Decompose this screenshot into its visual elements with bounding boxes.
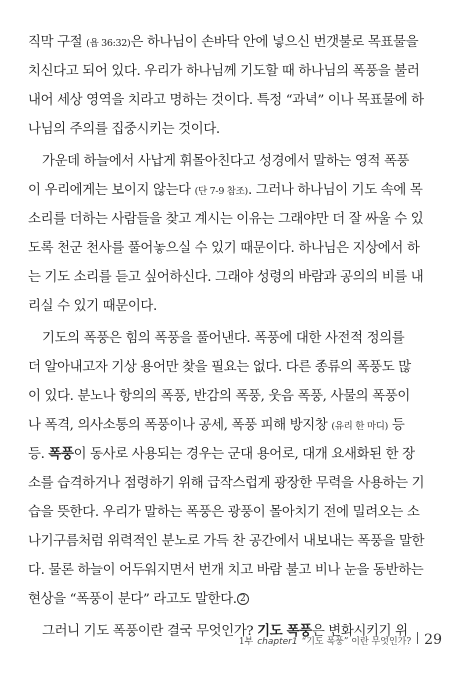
- text-run: 소리를 더하는 사람들을 찾고 계시는 이유는 그래야만 더 잘 싸울 수 있: [28, 212, 424, 227]
- text-run: 그러니 기도 폭풍이란 결국 무엇인가?: [42, 624, 258, 639]
- text-run: 가운데 하늘에서 사납게 휘몰아친다고 성경에서 말하는 영적 폭풍: [42, 154, 410, 169]
- paragraph-2: [28, 147, 442, 321]
- text-line: [28, 57, 442, 86]
- text-run: 리실 수 있기 때문이다.: [28, 299, 157, 314]
- text-run: 나님의 주의를 집중시키는 것이다.: [28, 122, 220, 137]
- text-run: 직막 구절: [28, 35, 87, 50]
- footnote-ref: 2: [237, 593, 249, 605]
- footer-divider: [417, 632, 418, 644]
- text-line: [28, 527, 442, 556]
- text-line: [28, 440, 442, 469]
- text-run: 도록 천군 천사를 풀어놓으실 수 있기 때문이다. 하나님은 지상에서 하: [28, 241, 420, 256]
- text-line: [28, 469, 442, 498]
- text-run: 은 변화시키기 위: [311, 624, 408, 639]
- text-run: 습을 뜻한다. 우리가 말하는 폭풍은 광풍이 몰아치기 전에 밀려오는 소: [28, 505, 420, 520]
- text-run: 내어 세상 영역을 치라고 명하는 것이다. 특정 “과녁” 이나 목표물에 하: [28, 93, 424, 108]
- text-line: [28, 585, 442, 614]
- text-run: 다. 물론 하늘이 어두워지면서 번개 치고 바람 불고 비나 눈을 동반하는: [28, 563, 424, 578]
- text-run: 이 동사로 사용되는 경우는 군대 용어로, 대개 요새화된 한 장: [73, 447, 415, 462]
- footer-chapter: chapter1: [257, 637, 298, 647]
- text-line: [28, 234, 442, 263]
- text-line: [28, 292, 442, 321]
- paragraph-1: [28, 28, 442, 144]
- page-footer: [239, 632, 442, 648]
- text-line: [28, 382, 442, 411]
- text-run: 이 있다. 분노나 항의의 폭풍, 반감의 폭풍, 웃음 폭풍, 사물의 폭풍이: [28, 389, 410, 404]
- text-line: [28, 263, 442, 292]
- bold-term: 폭풍: [48, 446, 74, 462]
- text-line: [28, 556, 442, 585]
- text-line: [28, 176, 442, 205]
- text-run: 이 우리에게는 보이지 않는다: [28, 183, 195, 198]
- text-run: 나기구름처럼 위력적인 분노로 가득 찬 공간에서 내보내는 폭풍을 말한: [28, 534, 425, 549]
- text-line: [28, 353, 442, 382]
- text-line: [28, 411, 442, 440]
- text-line: [28, 205, 442, 234]
- text-run: 나 폭격, 의사소통의 폭풍이나 공세, 폭풍 피해 방지창: [28, 418, 332, 433]
- citation: (욥 36:32): [86, 38, 131, 49]
- text-run: 치신다고 되어 있다. 우리가 하나님께 기도할 때 하나님의 폭풍을 불러: [28, 64, 420, 79]
- citation: (유리 한 마디): [331, 421, 388, 432]
- citation: (단 7-9 참조): [194, 186, 248, 197]
- text-line: [28, 324, 442, 353]
- text-run: . 그러나 하나님이 기도 속에 목: [247, 183, 423, 198]
- paragraph-3: [28, 324, 442, 614]
- text-line: [28, 86, 442, 115]
- page-number: 29: [424, 632, 442, 648]
- text-run: 등.: [28, 447, 49, 462]
- text-run: 현상을 “폭풍이 분다” 라고도 말한다.: [28, 592, 237, 607]
- text-run: 소를 습격하거나 점령하기 위해 급작스럽게 광장한 무력을 사용하는 기: [28, 476, 425, 491]
- bold-term: 기도 폭풍: [257, 623, 312, 639]
- text-run: 기도의 폭풍은 힘의 폭풍을 풀어낸다. 폭풍에 대한 사전적 정의를: [42, 331, 405, 346]
- text-line: [28, 498, 442, 527]
- text-run: 은 하나님이 손바닥 안에 넣으신 번갯불로 목표물을: [130, 35, 419, 50]
- text-run: 더 알아내고자 기상 용어만 찾을 필요는 없다. 다른 종류의 폭풍도 많: [28, 360, 411, 375]
- text-run: 등: [388, 418, 405, 433]
- text-run: 는 기도 소리를 듣고 싶어하신다. 그래야 성령의 바람과 공의의 비를 내: [28, 270, 424, 285]
- text-line: [28, 28, 442, 57]
- text-line: [28, 147, 442, 176]
- footer-part: 1부: [238, 637, 254, 647]
- footer-title: “기도 폭풍” 이란 무엇인가?: [301, 637, 412, 647]
- text-line: [28, 115, 442, 144]
- body-text: [28, 28, 442, 646]
